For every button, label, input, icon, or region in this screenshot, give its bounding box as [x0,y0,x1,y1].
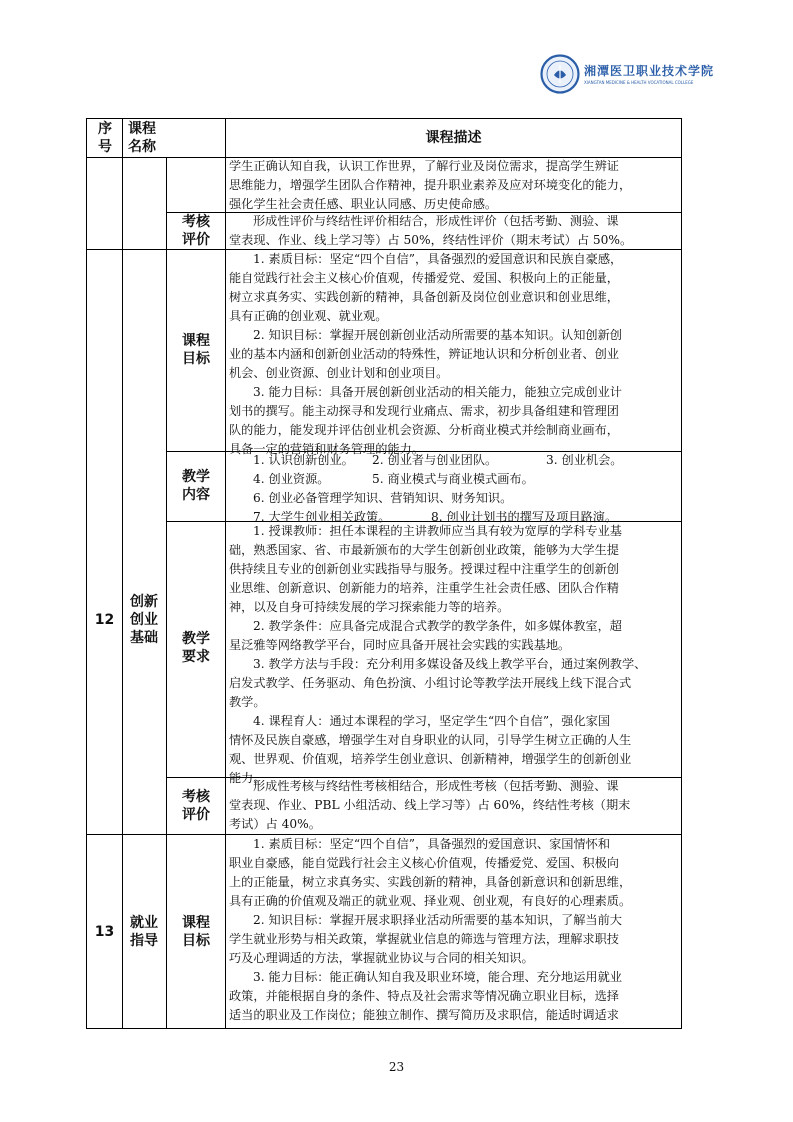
r13-goals-text: 1. 素质目标：坚定“四个自信”，具备强烈的爱国意识、家国情怀和 职业自豪感，能自觉践行社会主义核心价值观，传播爱党、爱国、积极向 上的正能量，树立求真务实、实践创新的精神，具备创新意识和创新思维， 具有正确的价值观及端正的就业观、择业观、创业观，有良好的心理素质。 2. 知识目标：掌握开展求职择业活动所需要的基本知识，了解当前大 学生就业形势与相关政策，掌握就业信息的筛选与管理方法，理解求职技 巧及心理调适的方法，掌握就业协议与合同的相关知识。 3. 能力目标：能正确认知自我及职业环境，能合理、充分地运用就业 政策，并能根据自身的条件、特点及社会需求等情况确立职业目标，选择 适当的职业及工作岗位；能独立制作、撰写简历及求职信，能适时调适求 [229,837,632,1022]
row-12-index: 12 [94,612,115,628]
r12-goals-text: 1. 素质目标：坚定“四个自信”，具备强烈的爱国意识和民族自豪感， 能自觉践行社会主义核心价值观，传播爱党、爱国、积极向上的正能量， 树立求真务实、实践创新的精神，具备创新及岗位创业意识和创业思维， 具有正确的创业观、就业观。 2. 知识目标：掌握开展创新创业活动所需要的基本知识。认知创新创 业的基本内涵和创新创业活动的特殊性，辨证地认识和分析创业者、创业 机会、创业资源、创业计划和创业项目。 3. 能力目标：具备开展创新创业活动的相关能力，能独立完成创业计 划书的撰写。能主动探寻和发现行业痛点、需求，初步具备组建和管理团 队的能力，能发现并评估创业机会资源、分析商业模式并绘制商业画布， 具备一定的营销和财务管理的能力。 [229,252,623,456]
r12-assess-text: 形成性考核与终结性考核相结合，形成性考核（包括考勤、测验、课 堂表现、作业、PBL 小组活动、线上学习等）占 60%，终结性考核（期末 考试）占 40%。 [229,779,631,831]
header-index: 序号 [98,121,112,155]
list-item: 1. 认识创新创业。 [253,453,354,467]
list-item: 6. 创业必备管理学知识、营销知识、财务知识。 [253,491,513,505]
page-number: 23 [388,1060,405,1074]
list-item: 2. 创业者与创业团队。 [372,453,498,467]
r12-requirements-text: 1. 授课教师：担任本课程的主讲教师应当具有较为宽厚的学科专业基 础，熟悉国家、省、市最新颁布的大学生创新创业政策，能够为大学生提 供持续且专业的创新创业实践指导与服务。授课过程中注重学生的创新创 业思维、创新意识、创新能力的培养，注重学生社会责任感、团队合作精 神，以及自身可持续发展的学习探索能力等的培养。 2. 教学条件：应具备完成混合式教学的教学条件，如多媒体教室，超 星泛雅等网络教学平台，同时应具备开展社会实践的实践基地。 3. 教学方法与手段：充分利用多媒设备及线上教学平台，通过案例教学、 启发式教学、任务驱动、角色扮演、小组讨论等教学法开展线上线下混合式 教学。 4. 课程育人：通过本课程的学习，坚定学生“四个自信”，强化家国 情怀及民族自豪感，增强学生对自身职业的认同，引导学生树立正确的人生 观、世界观、价值观，培养学生创业意识、创新精神，增强学生的创新创业 能力。 [229,524,647,785]
r12-goals-label: 课程目标 [182,333,210,367]
list-item: 5. 商业模式与商业模式画布。 [372,472,534,486]
r12-assess-label: 考核评价 [182,789,210,823]
list-item: 4. 创业资源。 [253,472,330,486]
list-item: 3. 创业机会。 [546,453,623,467]
college-name: 湘潭医卫职业技术学院 [584,64,715,78]
r12-cont-text: 学生正确认知自我，认识工作世界，了解行业及岗位需求，提高学生辨证 思维能力，增强学生团队合作精神，提升职业素养及应对环境变化的能力， 强化学生社会责任感、职业认同感、历史使命感。 [229,159,632,211]
row-12-name: 创新创业基础 [130,594,158,646]
row-13-name: 就业指导 [130,915,158,949]
college-name-en: XIANGTAN MEDICINE & HEALTH VOCATIONAL COLLEGE [584,80,694,85]
college-logo [540,54,715,98]
r12-content-list [229,451,681,527]
r12-prev-assess-text: 形成性评价与终结性评价相结合，形成性评价（包括考勤、测验、课 堂表现、作业、线上学习等）占 50%，终结性评价（期末考试）占 50%。 [229,214,633,247]
r13-goals-label: 课程目标 [182,915,210,949]
header-course-name: 课程名称 [128,121,156,155]
r12-prev-assess-label: 考核评价 [182,214,210,248]
list-item: 8. 创业计划书的撰写及项目路演。 [431,510,618,524]
list-item: 7. 大学生创业相关政策。 [253,510,391,524]
college-emblem-icon [540,54,580,94]
row-13-index: 13 [94,924,115,940]
r12-requirements-label: 教学要求 [182,631,210,665]
header-description: 课程描述 [425,130,482,146]
r12-content-label: 教学内容 [182,469,210,503]
